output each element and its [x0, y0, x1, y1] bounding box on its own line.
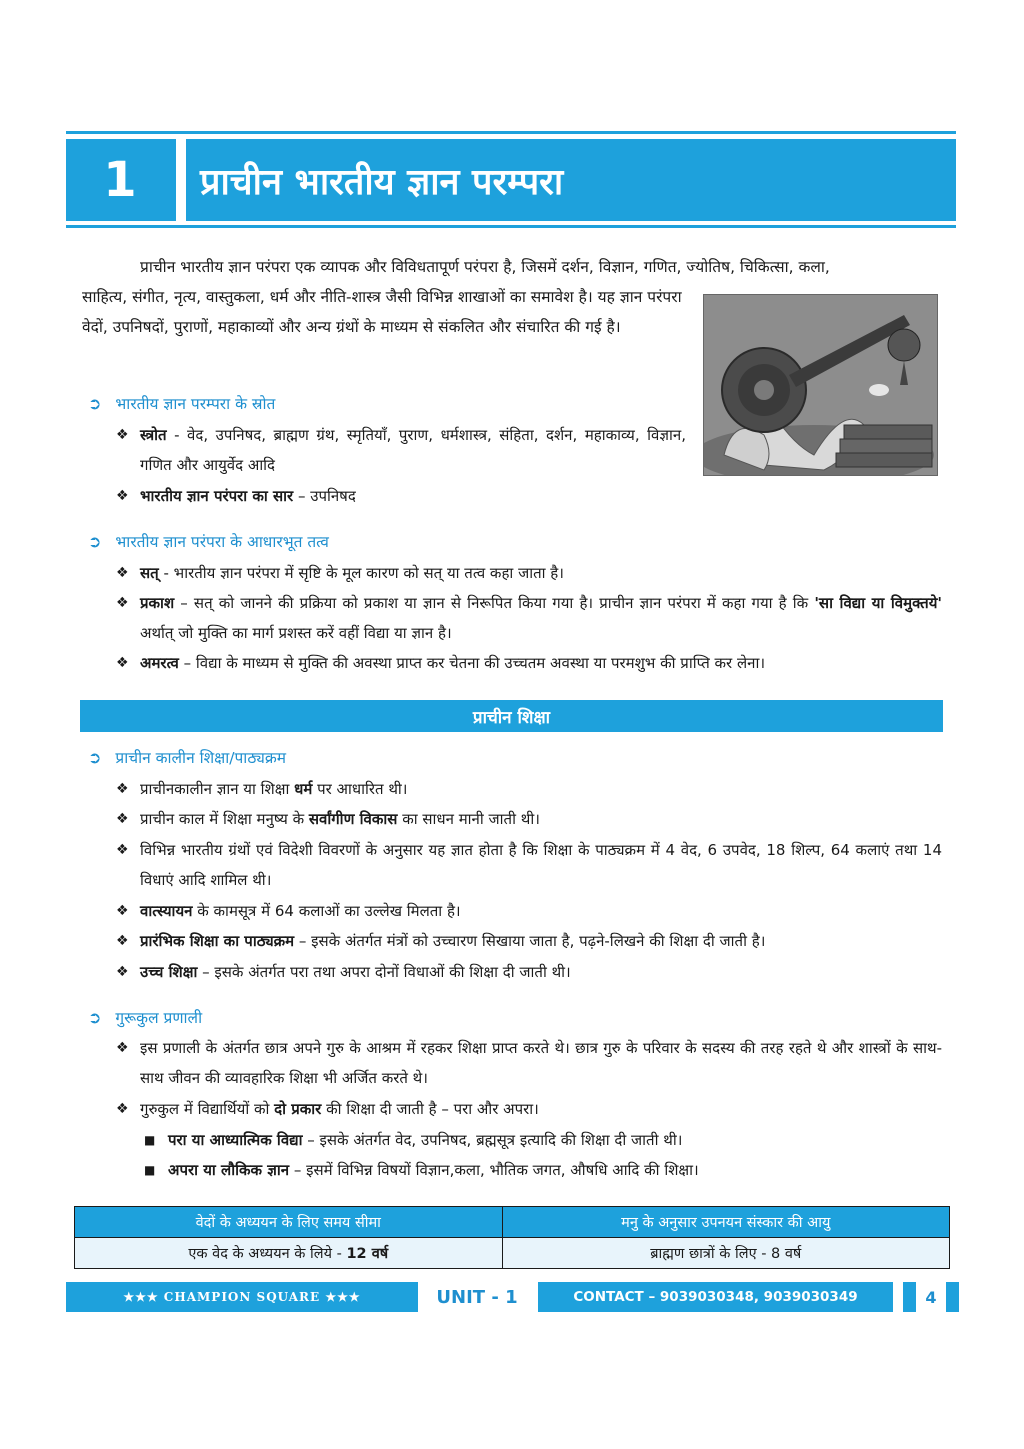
list-item — [116, 648, 942, 678]
diamond-bullet-icon: ❖ — [116, 811, 129, 827]
bullet-label: स्त्रोत — [140, 426, 167, 444]
table-header-cell: वेदों के अध्ययन के लिए समय सीमा — [75, 1207, 503, 1238]
diamond-bullet-icon: ❖ — [116, 595, 129, 611]
footer-brand: ★★★ CHAMPION SQUARE ★★★ — [66, 1282, 418, 1312]
sub-list-item: ■ परा या आध्यात्मिक विद्या – इसके अंतर्गत वेद, उपनिषद, ब्रह्मसूत्र इत्यादि की शिक्षा दी जाती थी। — [140, 1125, 942, 1155]
list-item: ❖ उच्च शिक्षा – इसके अंतर्गत परा तथा अपरा दोनों विधाओं की शिक्षा दी जाती थी। — [116, 957, 942, 987]
diamond-bullet-icon: ❖ — [116, 964, 129, 980]
list-item: ❖ वात्स्यायन के कामसूत्र में 64 कलाओं का उल्लेख मिलता है। — [116, 896, 942, 926]
header-top-rule — [66, 131, 956, 134]
bullet-label: प्रकाश — [140, 594, 175, 612]
intro-rest: साहित्य, संगीत, नृत्य, वास्तुकला, धर्म और नीति-शास्त्र जैसी विभिन्न शाखाओं का समावेश है। यह ज्ञान परंपरा वेदों, उपनिषदों, पुराणों, महाकाव्यों और अन्य ग्रंथों के माध्यम से संकलित और संचारित की गई है। — [82, 288, 682, 336]
diamond-bullet-icon: ❖ — [116, 488, 129, 504]
table-row — [75, 1238, 950, 1269]
chapter-number: 1 — [103, 152, 137, 208]
info-table — [74, 1206, 950, 1269]
square-bullet-icon: ■ — [144, 1133, 156, 1147]
arrow-icon: ➲ — [88, 1007, 102, 1027]
veena-illustration — [703, 294, 938, 476]
footer-contact: CONTACT – 9039030348, 9039030349 — [538, 1282, 893, 1312]
list-item: ❖ प्राचीन काल में शिक्षा मनुष्य के सर्वांगीण विकास का साधन मानी जाती थी। — [116, 804, 942, 834]
diamond-bullet-icon: ❖ — [116, 427, 129, 443]
section-heading-text: भारतीय ज्ञान परंपरा के आधारभूत तत्व — [115, 533, 329, 551]
list-item: ❖ इस प्रणाली के अंतर्गत छात्र अपने गुरु के आश्रम में रहकर शिक्षा प्राप्त करते थे। छात्र गुरु के परिवार के सदस्य की तरह रहते थे और शास्त्रों के साथ-साथ जीवन की व्यावहारिक शिक्षा भी अर्जित करते थे। — [116, 1033, 942, 1093]
bullet-label: सत् — [140, 564, 159, 582]
table-header-row — [75, 1207, 950, 1238]
header-bottom-rule — [66, 225, 956, 228]
footer-page-box — [903, 1282, 959, 1312]
section-heading-elements — [88, 530, 329, 552]
list-item: ❖ प्राचीनकालीन ज्ञान या शिक्षा धर्म पर आधारित थी। — [116, 774, 942, 804]
arrow-icon: ➲ — [88, 747, 102, 767]
bullet-text: – विद्या के माध्यम से मुक्ति की अवस्था प्राप्त कर चेतना की उच्चतम अवस्था या परमशुभ की प्राप्ति कर लेना। — [178, 654, 766, 672]
header-separator — [176, 139, 186, 221]
section-heading-sources — [88, 392, 275, 414]
bullet-text: - भारतीय ज्ञान परंपरा में सृष्टि के मूल कारण को सत् या तत्व कहा जाता है। — [158, 564, 564, 582]
intro-first-line: प्राचीन भारतीय ज्ञान परंपरा एक व्यापक और विविधतापूर्ण परंपरा है, जिसमें दर्शन, विज्ञान, गणित, ज्योतिष, चिकित्सा, कला, — [140, 258, 830, 276]
list-item: ❖ गुरुकुल में विद्यार्थियों को दो प्रकार की शिक्षा दी जाती है – परा और अपरा। — [116, 1094, 942, 1124]
section-heading-curriculum — [88, 746, 286, 768]
section-heading-gurukul — [88, 1006, 202, 1028]
sub-list-item: ■ अपरा या लौकिक ज्ञान – इसमें विभिन्न विषयों विज्ञान,कला, भौतिक जगत, औषधि आदि की शिक्षा। — [140, 1155, 942, 1185]
diamond-bullet-icon: ❖ — [116, 1101, 129, 1117]
diamond-bullet-icon: ❖ — [116, 933, 129, 949]
diamond-bullet-icon: ❖ — [116, 1040, 129, 1056]
bullet-text: - वेद, उपनिषद, ब्राह्मण ग्रंथ, स्मृतियाँ, पुराण, धर्मशास्त्र, संहिता, दर्शन, महाकाव्य, विज्ञान, गणित और आयुर्वेद आदि — [140, 426, 686, 474]
section-heading-text: प्राचीन कालीन शिक्षा/पाठ्यक्रम — [115, 749, 286, 767]
section-heading-text: भारतीय ज्ञान परम्परा के स्रोत — [115, 395, 276, 413]
arrow-icon: ➲ — [88, 531, 102, 551]
list-item — [116, 420, 686, 480]
section-heading-text: गुरूकुल प्रणाली — [115, 1009, 203, 1027]
diamond-bullet-icon: ❖ — [116, 565, 129, 581]
list-item — [116, 481, 686, 511]
list-item — [116, 588, 942, 648]
bullet-text: – सत् को जानने की प्रक्रिया को प्रकाश या ज्ञान से निरूपित किया गया है। प्राचीन ज्ञान परंपरा में कहा गया है कि — [174, 594, 815, 612]
list-item: ❖ प्रारंभिक शिक्षा का पाठ्यक्रम – इसके अंतर्गत मंत्रों को उच्चारण सिखाया जाता है, पढ़ने-लिखने की शिक्षा दी जाती है। — [116, 926, 942, 956]
table-cell: ब्राह्मण छात्रों के लिए - 8 वर्ष — [502, 1238, 949, 1269]
list-item — [116, 558, 942, 588]
sanskrit-quote: 'सा विद्या या विमुक्तये' — [814, 594, 942, 612]
diamond-bullet-icon: ❖ — [116, 842, 129, 858]
section-band: प्राचीन शिक्षा — [80, 700, 943, 732]
bullet-label: अमरत्व — [140, 654, 179, 672]
arrow-icon: ➲ — [88, 393, 102, 413]
page-number: 4 — [916, 1282, 946, 1312]
table-cell: एक वेद के अध्ययन के लिये - 12 वर्ष — [75, 1238, 503, 1269]
chapter-title: प्राचीन भारतीय ज्ञान परम्परा — [200, 161, 564, 203]
diamond-bullet-icon: ❖ — [116, 903, 129, 919]
bullet-text: अर्थात् जो मुक्ति का मार्ग प्रशस्त करें वहीं विद्या या ज्ञान है। — [140, 624, 452, 642]
diamond-bullet-icon: ❖ — [116, 781, 129, 797]
footer-unit: UNIT - 1 — [436, 1286, 518, 1308]
diamond-bullet-icon: ❖ — [116, 655, 129, 671]
list-item: ❖ विभिन्न भारतीय ग्रंथों एवं विदेशी विवरणों के अनुसार यह ज्ञात होता है कि शिक्षा के पाठ्यक्रम में 4 वेद, 6 उपवेद, 18 शिल्प, 64 कलाएं तथा 14 विधाएं आदि शामिल थी। — [116, 835, 942, 895]
bullet-text: – उपनिषद — [293, 487, 356, 505]
square-bullet-icon: ■ — [144, 1163, 156, 1177]
bullet-label: भारतीय ज्ञान परंपरा का सार — [140, 487, 294, 505]
table-header-cell: मनु के अनुसार उपनयन संस्कार की आयु — [502, 1207, 949, 1238]
